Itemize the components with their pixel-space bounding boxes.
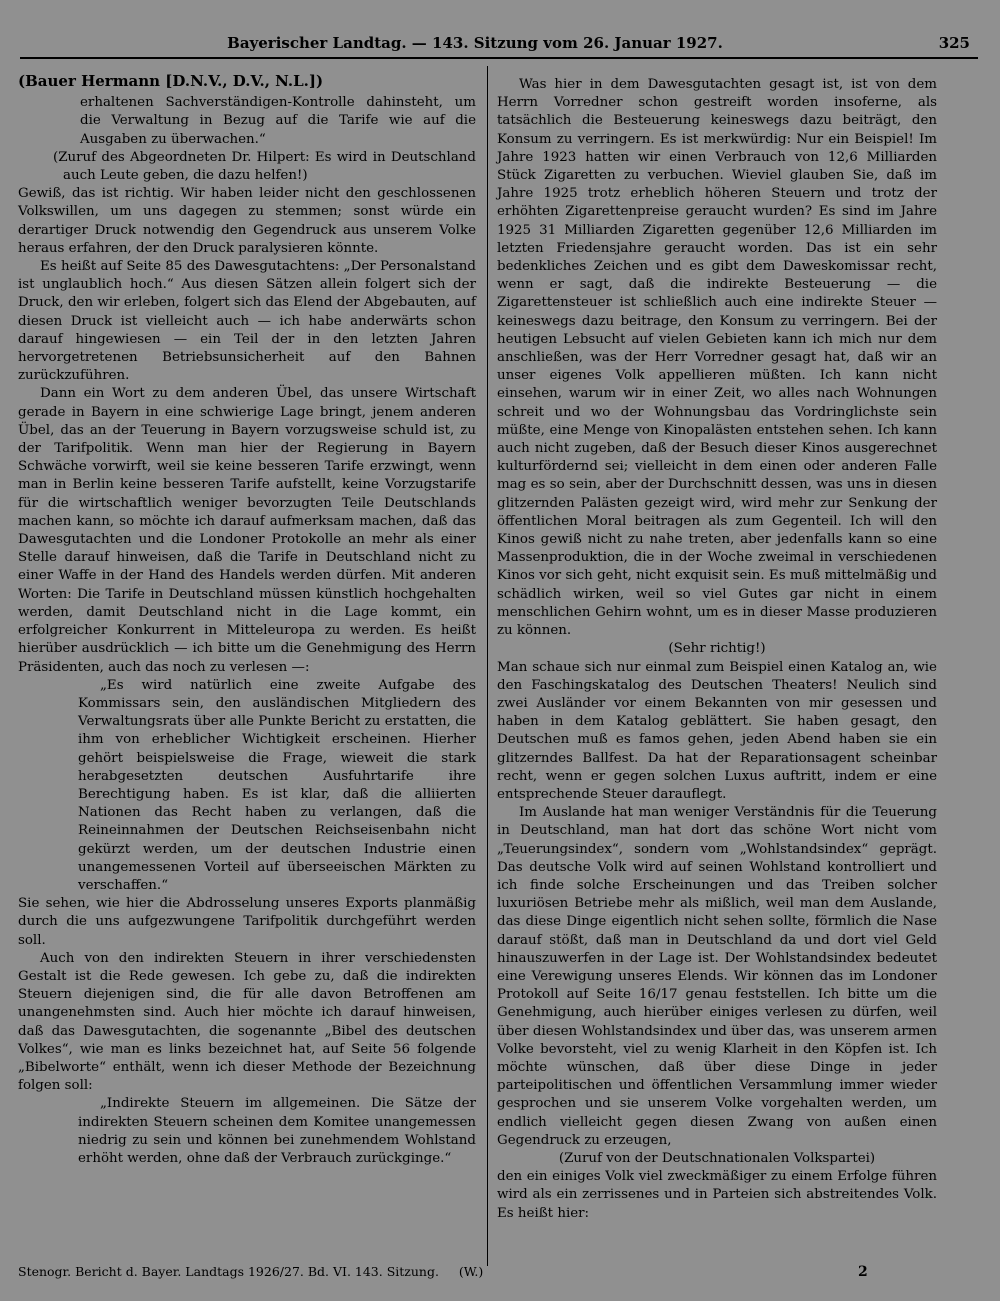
paragraph: Im Auslande hat man weniger Verständnis für die Teuerung in Deutschland, man hat dort das schöne Wort nicht vom „Teuerungsindex“, sondern vom „Wohlstandsindex“ geprägt. Das deutsche Volk wird auf seinen Wohlstand kontrolliert und ich finde solche Erscheinungen und das Treiben solcher luxuriösen Betriebe mehr als mißlich, weil man dem Auslande, das diese Dinge eigentlich nicht sehen sollte, förmlich die Nase darauf stößt, daß man in Deutschland da und dort viel Geld hinauszuwerfen in der Lage ist. Der Wohlstandsindex bedeutet eine Verewigung unseres Elends. Wir können das im Londoner Protokoll auf Seite 16/17 genau feststellen. Ich bitte um die Genehmigung, auch hierüber einiges verlesen zu dürfen, weil über diesen Wohlstandsindex und über das, was unserem armen Volke bevorsteht, viel zu wenig Klarheit in den Köpfen ist. Ich möchte wünschen, daß über diese Dinge in jeder parteipolitischen und öffentlichen Versammlung immer wieder gesprochen und sie unserem Volke vorgehalten werden, um endlich vielleicht gegen diesen Zwang von außen einen Gegendruck zu erzeugen, <box>497 805 937 1148</box>
page-number: 325 <box>938 34 970 52</box>
footer-source <box>18 1264 483 1279</box>
right-column <box>497 76 937 1223</box>
interjection: (Zuruf des Abgeordneten Dr. Hilpert: Es wird in Deutschland auch Leute geben, die dazu helfen!) <box>53 149 476 184</box>
running-title: Bayerischer Landtag. — 143. Sitzung vom 26. Januar 1927. <box>227 34 723 52</box>
footer-source-text: Stenogr. Bericht d. Bayer. Landtags 1926/27. Bd. VI. 143. Sitzung. <box>18 1264 439 1279</box>
header-rule <box>20 57 978 59</box>
paragraph: Gewiß, das ist richtig. Wir haben leider nicht den geschlossenen Volkswillen, um uns dagegen zu stemmen; sonst würde ein derartiger Druck notwendig den Gegendruck aus unserem Volke heraus erfahren, der den Druck paralysieren könnte. <box>18 186 476 256</box>
footer-signature-mark: (W.) <box>458 1264 484 1279</box>
speaker-label: (Bauer Hermann [D.N.V., D.V., N.L.]) <box>18 72 324 90</box>
paragraph: Man schaue sich nur einmal zum Beispiel einen Katalog an, wie den Faschingskatalog des Deutschen Theaters! Neulich sind zwei Ausländer vor einem Bekannten von mir gesessen und haben in dem Katalog geblättert. Sie haben gesagt, den Deutschen muß es famos gehen, jeden Abend haben sie ein glitzerndes Ballfest. Da hat der Reparationsagent scheinbar recht, wenn er gegen solchen Luxus auftritt, indem er eine entsprechende Steuer darauflegt. <box>497 659 937 802</box>
block-quote: „Es wird natürlich eine zweite Aufgabe des Kommissars sein, den ausländischen Mitgliedern des Verwaltungsrats über alle Punkte Bericht zu erstatten, die ihm von erheblicher Wichtigkeit erscheinen. Hierher gehört beispielsweise die Frage, wieweit die stark herabgesetzten deutschen Ausfuhrtarife ihre Berechtigung haben. Es ist klar, daß die alliierten Nationen das Recht haben zu verlangen, daß die Reineinnahmen der Deutschen Reichseisenbahn nicht gekürzt werden, um der deutschen Industrie einen unangemessenen Vorteil auf überseeischen Märkten zu verschaffen.“ <box>78 677 476 893</box>
column-divider <box>487 66 488 1266</box>
interjection: (Sehr richtig!) <box>668 641 766 657</box>
left-column <box>18 72 476 1168</box>
paragraph: Es heißt auf Seite 85 des Dawesgutachtens: „Der Personalstand ist unglaublich hoch.“ Aus diesen Sätzen allein folgert sich der Druck, den wir erleben, folgert sich das Elend der Abgebauten, auf diesen Druck ist vielleicht auch — ich habe anderwärts schon darauf hingewiesen — ein Teil der in den letzten Jahren hervorgetretenen Betriebsunsicherheit auf den Bahnen zurückzuführen. <box>18 259 476 384</box>
paragraph: Sie sehen, wie hier die Abdrosselung unseres Exports planmäßig durch die uns aufgezwungene Tarifpolitik durchgeführt werden soll. <box>18 896 476 948</box>
footer-sheet-number: 2 <box>858 1264 868 1280</box>
page-header <box>0 34 1000 56</box>
paragraph: Was hier in dem Dawesgutachten gesagt ist, ist von dem Herrn Vorredner schon gestreift worden insoferne, als tatsächlich die Besteuerung keineswegs dazu beiträgt, den Konsum zu verringern. Es ist merkwürdig: Nur ein Beispiel! Im Jahre 1923 hatten wir einen Verbrauch von 12,6 Milliarden Stück Zigaretten zu verbuchen. Wieviel glauben Sie, daß im Jahre 1925 trotz erheblich höheren Steuern und trotz der erhöhten Zigarettenpreise geraucht wurden? Es sind im Jahre 1925 31 Milliarden Zigaretten gegenüber 12,6 Milliarden im letzten Friedensjahre geraucht worden. Das ist ein sehr bedenkliches Zeichen und es gibt dem Daweskomissar recht, wenn er sagt, daß die indirekte Besteuerung — die Zigarettensteuer ist schließlich auch eine indirekte Steuer — keineswegs dazu beitrage, den Konsum zu verringern. Bei der heutigen Lebsucht auf vielen Gebieten kann ich mich nur dem anschließen, was der Herr Vorredner gesagt hat, daß wir an unser eigenes Volk appellieren müßten. Ich kann nicht einsehen, warum wir in einer Zeit, wo alles nach Wohnungen schreit und wo der Wohnungsbau das Vordringlichste sein müßte, eine Menge von Kinopalästen entstehen sehen. Ich kann auch nicht zugeben, daß der Besuch dieser Kinos ausgerechnet kulturfördernd sei; vielleicht in dem einen oder anderen Falle mag es so sein, aber der Durchschnitt dessen, was uns in diesen glitzernden Palästen gezeigt wird, wird mehr zur Senkung der öffentlichen Moral beitragen als zum Gegenteil. Ich will den Kinos gewiß nicht zu nahe treten, aber jedenfalls kann so eine Massenproduktion, die in der Woche zweimal in verschiedenen Kinos vor sich geht, nicht exquisit sein. Es muß mittelmäßig und schädlich wirken, weil so viel Gutes gar nicht in einem menschlichen Gehirn wohnt, um es in dieser Masse produzieren zu können. <box>497 77 937 639</box>
block-quote: „Indirekte Steuern im allgemeinen. Die Sätze der indirekten Steuern scheinen dem Komitee unangemessen niedrig zu sein und können bei zunehmendem Wohlstand erhöht werden, ohne daß der Verbrauch zurückginge.“ <box>78 1096 476 1166</box>
interjection: (Zuruf von der Deutschnationalen Volkspartei) <box>558 1150 876 1166</box>
paragraph: Auch von den indirekten Steuern in ihrer verschiedensten Gestalt ist die Rede gewesen. Ich gebe zu, daß die indirekten Steuern diejenigen sind, die für alle davon Betroffenen am unangenehmsten sind. Auch hier möchte ich darauf hinweisen, daß das Dawesgutachten, die sogenannte „Bibel des deutschen Volkes“, wie man es links bezeichnet hat, auf Seite 56 folgende „Bibelworte“ enthält, wenn ich dieser Methode der Bezeichnung folgen soll: <box>18 950 476 1094</box>
paragraph: erhaltenen Sachverständigen-Kontrolle dahinsteht, um die Verwaltung in Bezug auf die Tarife wie auf die Ausgaben zu überwachen.“ <box>80 95 476 147</box>
paragraph: Dann ein Wort zu dem anderen Übel, das unsere Wirtschaft gerade in Bayern in eine schwierige Lage bringt, jenem anderen Übel, das an der Teuerung in Bayern vorzugsweise schuld ist, zu der Tarifpolitik. Wenn man hier der Regierung in Bayern Schwäche vorwirft, weil sie keine besseren Tarife erzwingt, wenn man in Berlin keine besseren Tarife aufstellt, keine Vorzugstarife für die wirtschaftlich weniger bevorzugten Teile Deutschlands machen kann, so möchte ich darauf aufmerksam machen, daß das Dawesgutachten und die Londoner Protokolle an mehr als einer Stelle darauf hinweisen, daß die Tarife in Deutschland nicht zu einer Waffe in der Hand des Handels werden dürfen. Mit anderen Worten: Die Tarife in Deutschland müssen künstlich hochgehalten werden, damit Deutschland nicht in die Lage kommt, ein erfolgreicher Konkurrent in Mitteleuropa zu werden. Es heißt hierüber ausdrücklich — ich bitte um die Genehmigung des Herrn Präsidenten, auch das noch zu verlesen —: <box>18 386 476 675</box>
paragraph: den ein einiges Volk viel zweckmäßiger zu einem Erfolge führen wird als ein zerrissenes und in Parteien sich abstreitendes Volk. Es heißt hier: <box>497 1169 937 1221</box>
page-footer <box>0 1264 1000 1284</box>
